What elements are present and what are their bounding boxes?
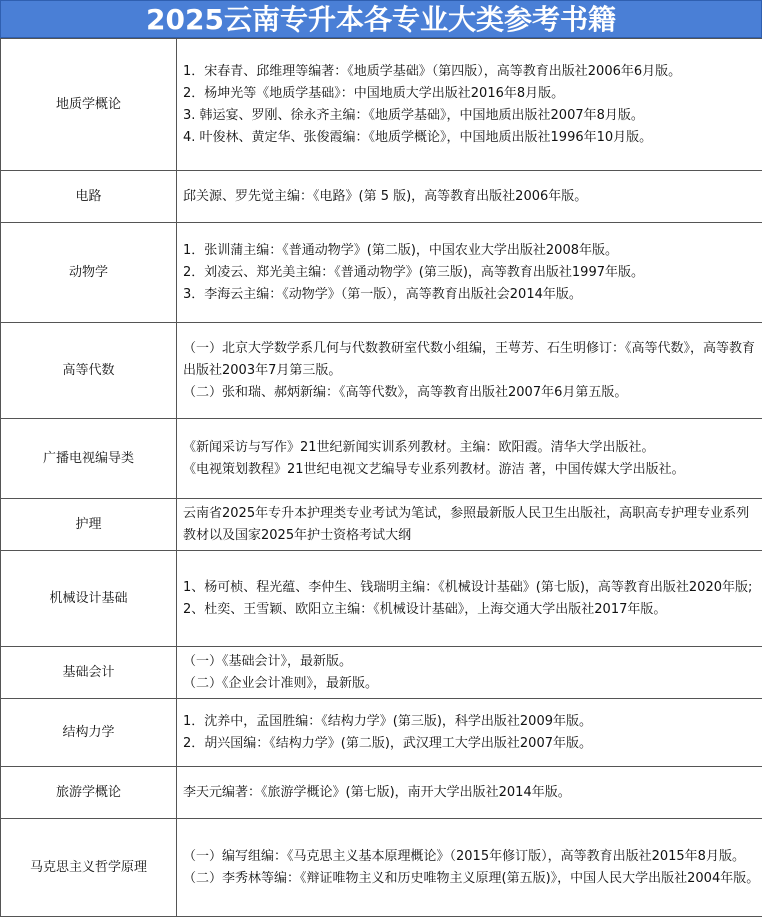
- table-row: [1, 551, 762, 647]
- books-cell: [177, 323, 762, 419]
- subject-cell: 广播电视编导类: [1, 419, 177, 499]
- subject-cell: 地质学概论: [1, 39, 177, 171]
- book-entry: 3．李海云主编：《动物学》（第一版），高等教育出版社会2014年版。: [183, 284, 760, 306]
- books-cell: [177, 171, 762, 223]
- books-cell: [177, 819, 762, 917]
- book-entry: 1、杨可桢、程光蕴、李仲生、钱瑞明主编：《机械设计基础》(第七版)，高等教育出版社2020年版;: [183, 577, 760, 599]
- books-cell: [177, 699, 762, 767]
- books-cell: [177, 767, 762, 819]
- subject-cell: 机械设计基础: [1, 551, 177, 647]
- subject-cell: 高等代数: [1, 323, 177, 419]
- subject-cell: 动物学: [1, 223, 177, 323]
- table-row: [1, 171, 762, 223]
- table-row: [1, 499, 762, 551]
- books-cell: [177, 551, 762, 647]
- books-cell: [177, 223, 762, 323]
- table-row: [1, 819, 762, 917]
- table-row: [1, 647, 762, 699]
- books-cell: [177, 499, 762, 551]
- book-entry: 李天元编著：《旅游学概论》(第七版)，南开大学出版社2014年版。: [183, 782, 760, 804]
- book-entry: （一）《基础会计》，最新版。: [183, 651, 760, 673]
- book-entry: （一）北京大学数学系几何与代数教研室代数小组编，王萼芳、石生明修订：《高等代数》，高等教育出版社2003年7月第三版。: [183, 338, 760, 382]
- book-entry: 3. 韩运宴、罗刚、徐永齐主编：《地质学基础》，中国地质出版社2007年8月版。: [183, 105, 760, 127]
- book-entry: （一）编写组编：《马克思主义基本原理概论》（2015年修订版），高等教育出版社2015年8月版。: [183, 846, 760, 868]
- table-row: [1, 223, 762, 323]
- page-title: 2025云南专升本各专业大类参考书籍: [0, 0, 762, 38]
- book-entry: 1．宋春青、邱维理等编著：《地质学基础》（第四版），高等教育出版社2006年6月版。: [183, 61, 760, 83]
- table-row: [1, 419, 762, 499]
- book-entry: 1．张训蒲主编：《普通动物学》(第二版)，中国农业大学出版社2008年版。: [183, 240, 760, 262]
- subject-cell: 护理: [1, 499, 177, 551]
- book-entry: （二）《企业会计准则》，最新版。: [183, 673, 760, 695]
- subject-cell: 结构力学: [1, 699, 177, 767]
- book-entry: 2．刘凌云、郑光美主编：《普通动物学》(第三版)，高等教育出版社1997年版。: [183, 262, 760, 284]
- book-entry: 《电视策划教程》21世纪电视文艺编导专业系列教材。游洁 著，中国传媒大学出版社。: [183, 459, 760, 481]
- book-entry: 邱关源、罗先觉主编：《电路》(第 5 版)，高等教育出版社2006年版。: [183, 186, 760, 208]
- book-entry: 2．杨坤光等《地质学基础》：中国地质大学出版社2016年8月版。: [183, 83, 760, 105]
- book-entry: 云南省2025年专升本护理类专业考试为笔试，参照最新版人民卫生出版社，高职高专护理专业系列教材以及国家2025年护士资格考试大纲: [183, 503, 760, 547]
- book-entry: 1．沈养中，孟国胜编：《结构力学》(第三版)，科学出版社2009年版。: [183, 711, 760, 733]
- subject-cell: 旅游学概论: [1, 767, 177, 819]
- books-cell: [177, 419, 762, 499]
- book-entry: （二）张和瑞、郝炳新编：《高等代数》，高等教育出版社2007年6月第五版。: [183, 382, 760, 404]
- books-cell: [177, 39, 762, 171]
- table-row: [1, 767, 762, 819]
- table-row: [1, 699, 762, 767]
- subject-cell: 电路: [1, 171, 177, 223]
- table-row: [1, 323, 762, 419]
- reference-books-table: [0, 38, 762, 917]
- book-entry: 《新闻采访与写作》21世纪新闻实训系列教材。主编：欧阳霞。清华大学出版社。: [183, 437, 760, 459]
- table-row: [1, 39, 762, 171]
- book-entry: 2．胡兴国编：《结构力学》(第二版)，武汉理工大学出版社2007年版。: [183, 733, 760, 755]
- subject-cell: 基础会计: [1, 647, 177, 699]
- subject-cell: 马克思主义哲学原理: [1, 819, 177, 917]
- book-entry: （二）李秀林等编：《辩证唯物主义和历史唯物主义原理(第五版)》，中国人民大学出版社2004年版。: [183, 868, 760, 890]
- book-entry: 2、杜奕、王雪颖、欧阳立主编：《机械设计基础》，上海交通大学出版社2017年版。: [183, 599, 760, 621]
- book-entry: 4. 叶俊林、黄定华、张俊霞编：《地质学概论》，中国地质出版社1996年10月版。: [183, 127, 760, 149]
- books-cell: [177, 647, 762, 699]
